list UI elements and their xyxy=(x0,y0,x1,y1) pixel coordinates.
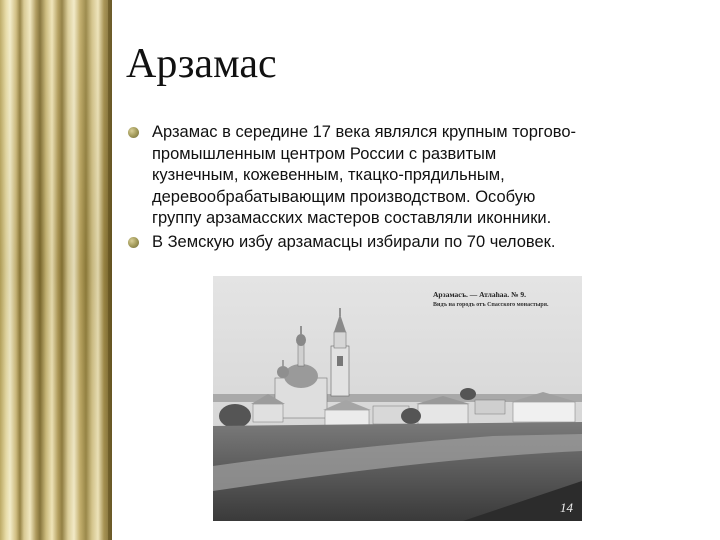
historic-photo xyxy=(213,276,582,521)
bullet-line: группу арзамасских мастеров составляли иконники. xyxy=(152,209,552,227)
bullet-dot-icon xyxy=(128,127,139,138)
border-edge-line xyxy=(108,0,112,540)
photo-page-number: 14 xyxy=(560,500,573,515)
bullet-line: В Земскую избу арзамасцы избирали по 70 человек. xyxy=(152,232,556,251)
bullet-dot-icon xyxy=(128,237,139,248)
bullet-line: Арзамас в середине 17 века являлся крупным торгово- xyxy=(152,123,576,141)
bullet-item xyxy=(128,232,688,254)
bullet-line: деревообрабатывающим производством. Особую xyxy=(152,187,536,206)
photo-illustration xyxy=(213,276,582,521)
bullet-line: кузнечным, кожевенным, ткацко-прядильным, xyxy=(152,166,505,184)
border-shading xyxy=(0,0,112,540)
bullet-line: промышленным центром России с развитым xyxy=(152,144,497,163)
slide-title: Арзамас xyxy=(126,41,277,87)
bullet-list xyxy=(128,122,688,255)
photo-caption-line-1: Арзамасъ. — Атлаhaa. № 9. xyxy=(433,290,527,299)
photo-caption-line-2: Видъ на городъ отъ Спасского монастыря. xyxy=(433,302,549,308)
bullet-item xyxy=(128,122,688,230)
